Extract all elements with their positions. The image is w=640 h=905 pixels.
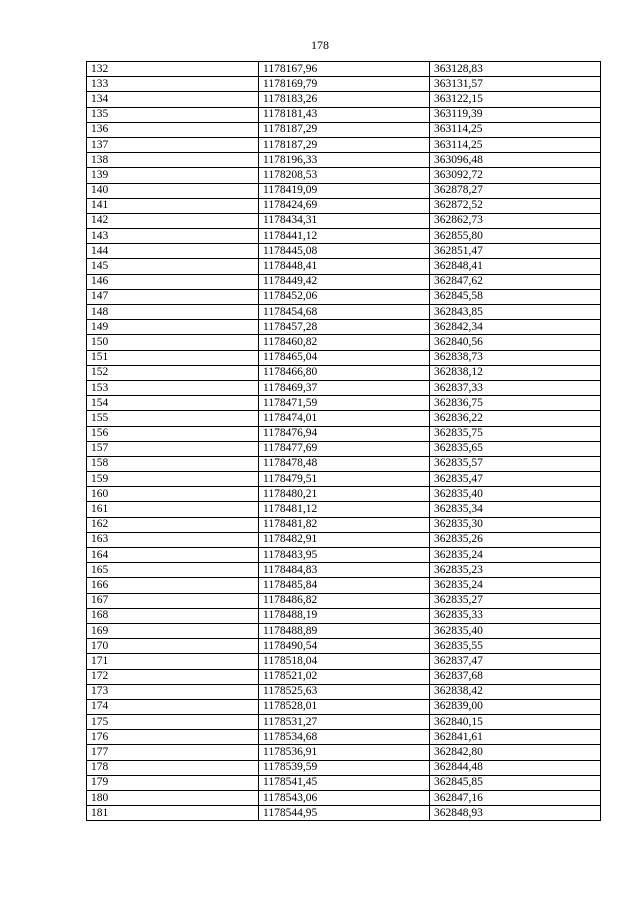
point-number-cell: 142 <box>87 213 259 228</box>
point-number-cell: 172 <box>87 669 259 684</box>
y-coordinate-cell: 362835,75 <box>430 426 601 441</box>
table-row <box>87 350 601 365</box>
y-coordinate-cell: 362835,65 <box>430 441 601 456</box>
table-row <box>87 487 601 502</box>
table-row <box>87 745 601 760</box>
point-number-cell: 133 <box>87 77 259 92</box>
x-coordinate-cell: 1178490,54 <box>259 639 430 654</box>
y-coordinate-cell: 362835,47 <box>430 472 601 487</box>
y-coordinate-cell: 362872,52 <box>430 198 601 213</box>
x-coordinate-cell: 1178167,96 <box>259 62 430 77</box>
point-number-cell: 173 <box>87 684 259 699</box>
y-coordinate-cell: 362837,68 <box>430 669 601 684</box>
y-coordinate-cell: 362878,27 <box>430 183 601 198</box>
x-coordinate-cell: 1178471,59 <box>259 396 430 411</box>
point-number-cell: 178 <box>87 760 259 775</box>
table-row <box>87 335 601 350</box>
point-number-cell: 169 <box>87 623 259 638</box>
x-coordinate-cell: 1178474,01 <box>259 411 430 426</box>
table-row <box>87 396 601 411</box>
x-coordinate-cell: 1178457,28 <box>259 320 430 335</box>
table-row <box>87 623 601 638</box>
table-row <box>87 517 601 532</box>
point-number-cell: 143 <box>87 229 259 244</box>
y-coordinate-cell: 362842,80 <box>430 745 601 760</box>
table-row <box>87 715 601 730</box>
point-number-cell: 144 <box>87 244 259 259</box>
point-number-cell: 147 <box>87 289 259 304</box>
y-coordinate-cell: 362855,80 <box>430 229 601 244</box>
y-coordinate-cell: 363114,25 <box>430 137 601 152</box>
point-number-cell: 171 <box>87 654 259 669</box>
point-number-cell: 162 <box>87 517 259 532</box>
table-row <box>87 92 601 107</box>
table-row <box>87 548 601 563</box>
x-coordinate-cell: 1178480,21 <box>259 487 430 502</box>
table-row <box>87 153 601 168</box>
point-number-cell: 145 <box>87 259 259 274</box>
y-coordinate-cell: 363096,48 <box>430 153 601 168</box>
x-coordinate-cell: 1178481,12 <box>259 502 430 517</box>
y-coordinate-cell: 362835,57 <box>430 456 601 471</box>
page-number: 178 <box>311 38 329 52</box>
point-number-cell: 140 <box>87 183 259 198</box>
x-coordinate-cell: 1178481,82 <box>259 517 430 532</box>
point-number-cell: 148 <box>87 305 259 320</box>
table-row <box>87 806 601 821</box>
table-row <box>87 168 601 183</box>
y-coordinate-cell: 362842,34 <box>430 320 601 335</box>
x-coordinate-cell: 1178477,69 <box>259 441 430 456</box>
table-row <box>87 502 601 517</box>
y-coordinate-cell: 362838,12 <box>430 365 601 380</box>
table-row <box>87 760 601 775</box>
table-row <box>87 608 601 623</box>
x-coordinate-cell: 1178452,06 <box>259 289 430 304</box>
x-coordinate-cell: 1178419,09 <box>259 183 430 198</box>
y-coordinate-cell: 362835,27 <box>430 593 601 608</box>
point-number-cell: 170 <box>87 639 259 654</box>
point-number-cell: 181 <box>87 806 259 821</box>
x-coordinate-cell: 1178466,80 <box>259 365 430 380</box>
x-coordinate-cell: 1178525,63 <box>259 684 430 699</box>
x-coordinate-cell: 1178465,04 <box>259 350 430 365</box>
y-coordinate-cell: 363128,83 <box>430 62 601 77</box>
table-row <box>87 654 601 669</box>
point-number-cell: 167 <box>87 593 259 608</box>
x-coordinate-cell: 1178534,68 <box>259 730 430 745</box>
point-number-cell: 157 <box>87 441 259 456</box>
point-number-cell: 153 <box>87 380 259 395</box>
y-coordinate-cell: 362835,26 <box>430 532 601 547</box>
y-coordinate-cell: 362844,48 <box>430 760 601 775</box>
y-coordinate-cell: 362845,58 <box>430 289 601 304</box>
table-row <box>87 62 601 77</box>
x-coordinate-cell: 1178454,68 <box>259 305 430 320</box>
table-row <box>87 730 601 745</box>
table-row <box>87 259 601 274</box>
table-row <box>87 122 601 137</box>
table-row <box>87 456 601 471</box>
x-coordinate-cell: 1178484,83 <box>259 563 430 578</box>
y-coordinate-cell: 362862,73 <box>430 213 601 228</box>
y-coordinate-cell: 363114,25 <box>430 122 601 137</box>
point-number-cell: 168 <box>87 608 259 623</box>
point-number-cell: 163 <box>87 532 259 547</box>
x-coordinate-cell: 1178544,95 <box>259 806 430 821</box>
x-coordinate-cell: 1178482,91 <box>259 532 430 547</box>
y-coordinate-cell: 362838,73 <box>430 350 601 365</box>
point-number-cell: 137 <box>87 137 259 152</box>
point-number-cell: 175 <box>87 715 259 730</box>
point-number-cell: 166 <box>87 578 259 593</box>
x-coordinate-cell: 1178541,45 <box>259 775 430 790</box>
x-coordinate-cell: 1178434,31 <box>259 213 430 228</box>
x-coordinate-cell: 1178528,01 <box>259 699 430 714</box>
table-row <box>87 532 601 547</box>
x-coordinate-cell: 1178476,94 <box>259 426 430 441</box>
point-number-cell: 174 <box>87 699 259 714</box>
table-row <box>87 229 601 244</box>
point-number-cell: 138 <box>87 153 259 168</box>
point-number-cell: 150 <box>87 335 259 350</box>
x-coordinate-cell: 1178460,82 <box>259 335 430 350</box>
y-coordinate-cell: 362847,62 <box>430 274 601 289</box>
point-number-cell: 180 <box>87 791 259 806</box>
point-number-cell: 134 <box>87 92 259 107</box>
table-row <box>87 441 601 456</box>
y-coordinate-cell: 362843,85 <box>430 305 601 320</box>
coordinates-table-body <box>87 62 601 821</box>
y-coordinate-cell: 362839,00 <box>430 699 601 714</box>
x-coordinate-cell: 1178485,84 <box>259 578 430 593</box>
y-coordinate-cell: 363131,57 <box>430 77 601 92</box>
point-number-cell: 135 <box>87 107 259 122</box>
x-coordinate-cell: 1178448,41 <box>259 259 430 274</box>
y-coordinate-cell: 362835,40 <box>430 487 601 502</box>
x-coordinate-cell: 1178208,53 <box>259 168 430 183</box>
point-number-cell: 151 <box>87 350 259 365</box>
x-coordinate-cell: 1178536,91 <box>259 745 430 760</box>
point-number-cell: 141 <box>87 198 259 213</box>
table-row <box>87 563 601 578</box>
point-number-cell: 179 <box>87 775 259 790</box>
point-number-cell: 165 <box>87 563 259 578</box>
table-row <box>87 137 601 152</box>
x-coordinate-cell: 1178479,51 <box>259 472 430 487</box>
y-coordinate-cell: 362836,22 <box>430 411 601 426</box>
y-coordinate-cell: 362848,41 <box>430 259 601 274</box>
point-number-cell: 155 <box>87 411 259 426</box>
point-number-cell: 161 <box>87 502 259 517</box>
table-row <box>87 213 601 228</box>
point-number-cell: 149 <box>87 320 259 335</box>
y-coordinate-cell: 362835,30 <box>430 517 601 532</box>
x-coordinate-cell: 1178521,02 <box>259 669 430 684</box>
y-coordinate-cell: 362845,85 <box>430 775 601 790</box>
y-coordinate-cell: 362837,47 <box>430 654 601 669</box>
point-number-cell: 158 <box>87 456 259 471</box>
x-coordinate-cell: 1178486,82 <box>259 593 430 608</box>
point-number-cell: 176 <box>87 730 259 745</box>
point-number-cell: 146 <box>87 274 259 289</box>
x-coordinate-cell: 1178196,33 <box>259 153 430 168</box>
point-number-cell: 160 <box>87 487 259 502</box>
y-coordinate-cell: 362838,42 <box>430 684 601 699</box>
y-coordinate-cell: 362835,24 <box>430 578 601 593</box>
table-row <box>87 775 601 790</box>
table-row <box>87 593 601 608</box>
point-number-cell: 136 <box>87 122 259 137</box>
x-coordinate-cell: 1178478,48 <box>259 456 430 471</box>
table-row <box>87 274 601 289</box>
point-number-cell: 154 <box>87 396 259 411</box>
table-row <box>87 183 601 198</box>
table-row <box>87 472 601 487</box>
table-row <box>87 320 601 335</box>
x-coordinate-cell: 1178449,42 <box>259 274 430 289</box>
y-coordinate-cell: 362840,56 <box>430 335 601 350</box>
table-row <box>87 77 601 92</box>
point-number-cell: 164 <box>87 548 259 563</box>
point-number-cell: 139 <box>87 168 259 183</box>
x-coordinate-cell: 1178445,08 <box>259 244 430 259</box>
y-coordinate-cell: 362835,34 <box>430 502 601 517</box>
x-coordinate-cell: 1178483,95 <box>259 548 430 563</box>
table-row <box>87 380 601 395</box>
y-coordinate-cell: 362841,61 <box>430 730 601 745</box>
point-number-cell: 152 <box>87 365 259 380</box>
x-coordinate-cell: 1178469,37 <box>259 380 430 395</box>
x-coordinate-cell: 1178488,89 <box>259 623 430 638</box>
table-row <box>87 426 601 441</box>
y-coordinate-cell: 363122,15 <box>430 92 601 107</box>
y-coordinate-cell: 363119,39 <box>430 107 601 122</box>
table-row <box>87 699 601 714</box>
table-row <box>87 198 601 213</box>
table-row <box>87 669 601 684</box>
y-coordinate-cell: 362835,23 <box>430 563 601 578</box>
x-coordinate-cell: 1178169,79 <box>259 77 430 92</box>
y-coordinate-cell: 362847,16 <box>430 791 601 806</box>
x-coordinate-cell: 1178543,06 <box>259 791 430 806</box>
y-coordinate-cell: 362848,93 <box>430 806 601 821</box>
table-row <box>87 639 601 654</box>
x-coordinate-cell: 1178181,43 <box>259 107 430 122</box>
y-coordinate-cell: 363092,72 <box>430 168 601 183</box>
point-number-cell: 159 <box>87 472 259 487</box>
x-coordinate-cell: 1178187,29 <box>259 137 430 152</box>
y-coordinate-cell: 362840,15 <box>430 715 601 730</box>
x-coordinate-cell: 1178424,69 <box>259 198 430 213</box>
table-row <box>87 684 601 699</box>
point-number-cell: 156 <box>87 426 259 441</box>
x-coordinate-cell: 1178488,19 <box>259 608 430 623</box>
x-coordinate-cell: 1178441,12 <box>259 229 430 244</box>
y-coordinate-cell: 362837,33 <box>430 380 601 395</box>
y-coordinate-cell: 362835,33 <box>430 608 601 623</box>
table-row <box>87 411 601 426</box>
y-coordinate-cell: 362835,40 <box>430 623 601 638</box>
x-coordinate-cell: 1178531,27 <box>259 715 430 730</box>
point-number-cell: 177 <box>87 745 259 760</box>
x-coordinate-cell: 1178187,29 <box>259 122 430 137</box>
x-coordinate-cell: 1178518,04 <box>259 654 430 669</box>
y-coordinate-cell: 362835,24 <box>430 548 601 563</box>
x-coordinate-cell: 1178183,26 <box>259 92 430 107</box>
table-row <box>87 365 601 380</box>
y-coordinate-cell: 362851,47 <box>430 244 601 259</box>
table-row <box>87 305 601 320</box>
table-row <box>87 791 601 806</box>
point-number-cell: 132 <box>87 62 259 77</box>
y-coordinate-cell: 362836,75 <box>430 396 601 411</box>
table-row <box>87 107 601 122</box>
coordinates-table <box>86 61 601 821</box>
table-row <box>87 244 601 259</box>
y-coordinate-cell: 362835,55 <box>430 639 601 654</box>
table-row <box>87 578 601 593</box>
table-row <box>87 289 601 304</box>
x-coordinate-cell: 1178539,59 <box>259 760 430 775</box>
